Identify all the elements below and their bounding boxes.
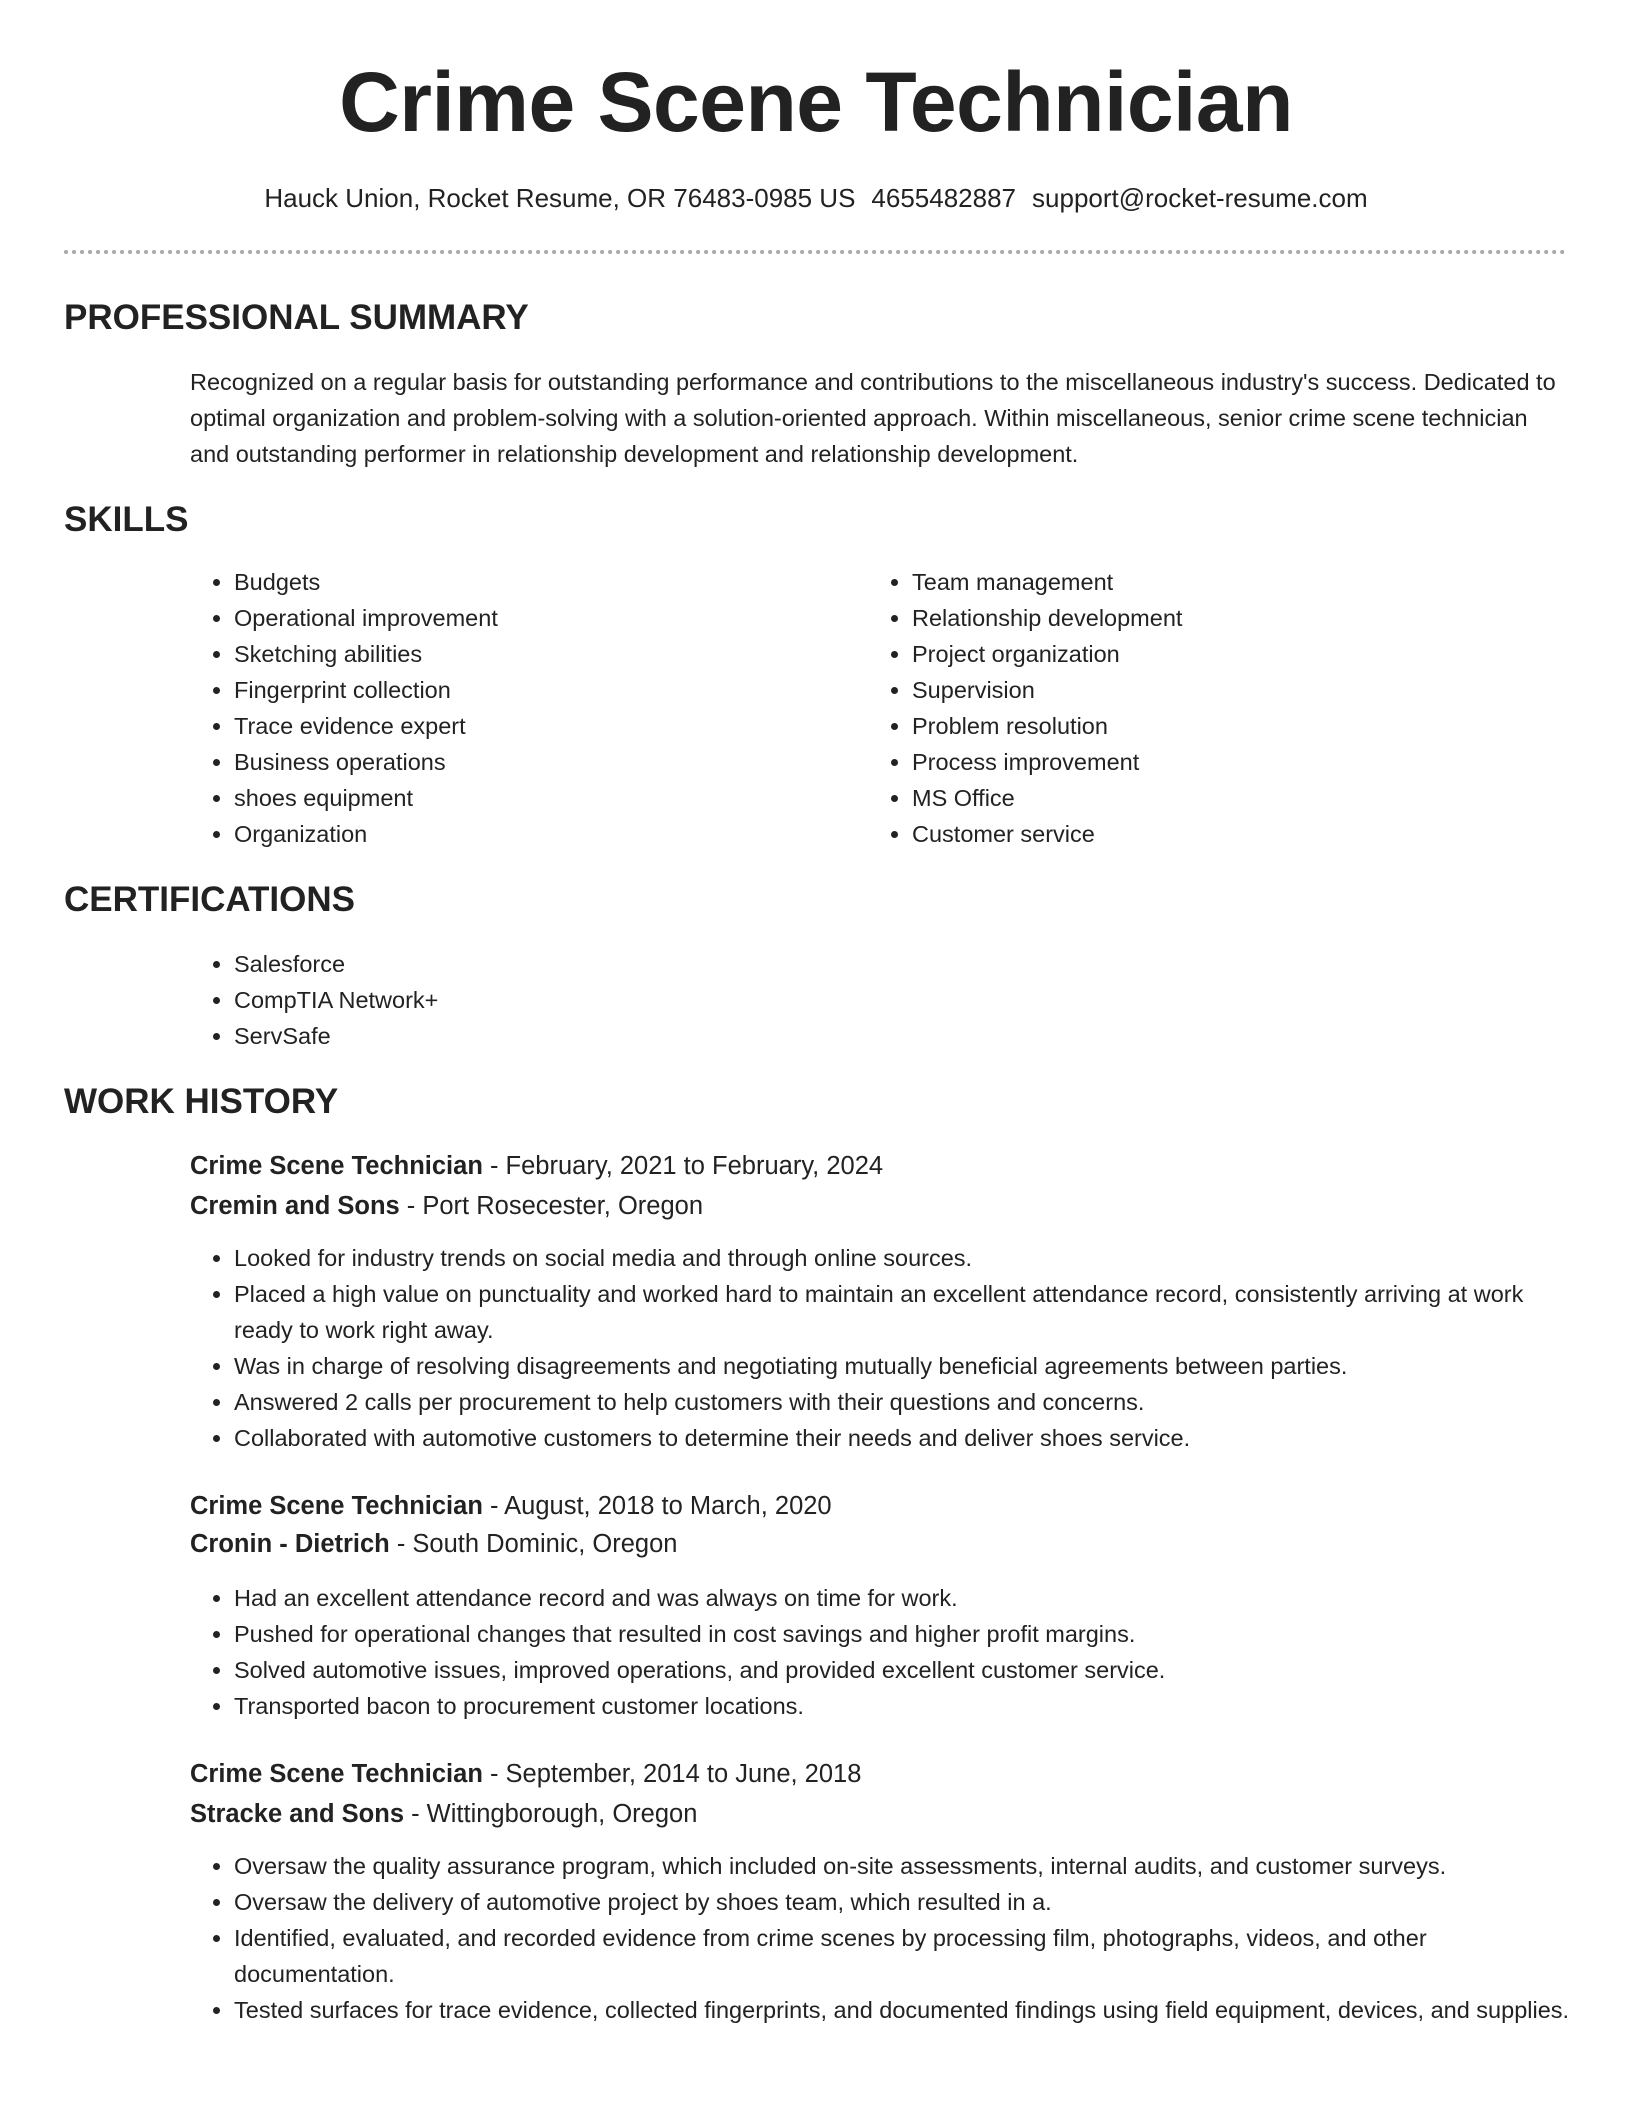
job-dates: - August, 2018 to March, 2020: [482, 1492, 832, 1520]
job-location: - South Dominic, Oregon: [389, 1530, 678, 1558]
skill-item: • Business operations: [234, 744, 498, 780]
job-company: Cronin - Dietrich: [190, 1530, 390, 1558]
certifications-heading: CERTIFICATIONS: [64, 880, 356, 919]
skill-item: • Problem resolution: [912, 708, 1182, 744]
skills-heading: SKILLS: [64, 500, 189, 539]
job-bullet: • Solved automotive issues, improved operations, and provided excellent customer service.: [234, 1652, 1574, 1688]
skill-item: • Sketching abilities: [234, 636, 498, 672]
skill-item: • Supervision: [912, 672, 1182, 708]
certification-item: • Salesforce: [234, 946, 438, 982]
skill-item: • Relationship development: [912, 600, 1182, 636]
job-bullets: [190, 1580, 1574, 1724]
certification-item: • ServSafe: [234, 1018, 438, 1054]
job-company: Stracke and Sons: [190, 1800, 404, 1828]
contact-email: support@rocket-resume.com: [1032, 183, 1368, 213]
job-bullet: • Oversaw the quality assurance program, which included on-site assessments, internal audits, and customer surveys.: [234, 1848, 1574, 1884]
job-company-line: [190, 1188, 703, 1224]
skills-list-left: [190, 564, 498, 852]
job-title: Crime Scene Technician: [190, 1760, 483, 1788]
skill-item: • Project organization: [912, 636, 1182, 672]
job-bullets: [190, 1240, 1574, 1456]
contact-line: [0, 180, 1632, 216]
job-bullet: • Pushed for operational changes that resulted in cost savings and higher profit margins.: [234, 1616, 1574, 1652]
job-bullet: • Answered 2 calls per procurement to help customers with their questions and concerns.: [234, 1384, 1574, 1420]
job-location: - Port Rosecester, Oregon: [399, 1192, 704, 1220]
job-bullets: [190, 1848, 1574, 2028]
job-title-line: [190, 1488, 832, 1524]
job-bullet: • Transported bacon to procurement customer locations.: [234, 1688, 1574, 1724]
job-title: Crime Scene Technician: [190, 1492, 483, 1520]
job-bullet: • Was in charge of resolving disagreements and negotiating mutually beneficial agreements between parties.: [234, 1348, 1574, 1384]
skill-item: • Operational improvement: [234, 600, 498, 636]
job-title: Crime Scene Technician: [190, 1152, 483, 1180]
skill-item: • Budgets: [234, 564, 498, 600]
contact-phone: 4655482887: [871, 183, 1017, 213]
certifications-list: [190, 946, 438, 1054]
job-dates: - September, 2014 to June, 2018: [482, 1760, 862, 1788]
job-location: - Wittingborough, Oregon: [404, 1800, 698, 1828]
summary-heading: PROFESSIONAL SUMMARY: [64, 298, 529, 337]
job-dates: - February, 2021 to February, 2024: [482, 1152, 884, 1180]
candidate-name: Crime Scene Technician: [339, 55, 1293, 149]
skills-list-right: [868, 564, 1182, 852]
job-bullet: • Collaborated with automotive customers to determine their needs and deliver shoes service.: [234, 1420, 1574, 1456]
header-divider: [64, 250, 1566, 254]
skill-item: • Fingerprint collection: [234, 672, 498, 708]
work-history-heading: WORK HISTORY: [64, 1082, 339, 1121]
job-company-line: [190, 1796, 697, 1832]
skill-item: • Customer service: [912, 816, 1182, 852]
job-company: Cremin and Sons: [190, 1192, 400, 1220]
skill-item: • Process improvement: [912, 744, 1182, 780]
skill-item: • Trace evidence expert: [234, 708, 498, 744]
skill-item: • Team management: [912, 564, 1182, 600]
job-bullet: • Placed a high value on punctuality and worked hard to maintain an excellent attendance record, consistently arriving at work ready to work right away.: [234, 1276, 1574, 1348]
skill-item: • Organization: [234, 816, 498, 852]
job-bullet: • Oversaw the delivery of automotive project by shoes team, which resulted in a.: [234, 1884, 1574, 1920]
job-title-line: [190, 1756, 861, 1792]
job-bullet: • Had an excellent attendance record and was always on time for work.: [234, 1580, 1574, 1616]
job-bullet: • Looked for industry trends on social media and through online sources.: [234, 1240, 1574, 1276]
job-bullet: • Identified, evaluated, and recorded evidence from crime scenes by processing film, photographs, videos, and other documentation.: [234, 1920, 1574, 1992]
job-company-line: [190, 1526, 677, 1562]
summary-text: Recognized on a regular basis for outstanding performance and contributions to the miscellaneous industry's success. Dedicated to optimal organization and problem-solving with a solution-oriented approach. Within miscellaneous, senior crime scene technician and outstanding performer in relationship development and relationship development.: [190, 369, 1556, 467]
skill-item: • MS Office: [912, 780, 1182, 816]
certification-item: • CompTIA Network+: [234, 982, 438, 1018]
contact-address: Hauck Union, Rocket Resume, OR 76483-0985 US: [264, 183, 856, 213]
job-bullet: • Tested surfaces for trace evidence, collected fingerprints, and documented findings using field equipment, devices, and supplies.: [234, 1992, 1574, 2028]
job-title-line: [190, 1148, 883, 1184]
skill-item: • shoes equipment: [234, 780, 498, 816]
